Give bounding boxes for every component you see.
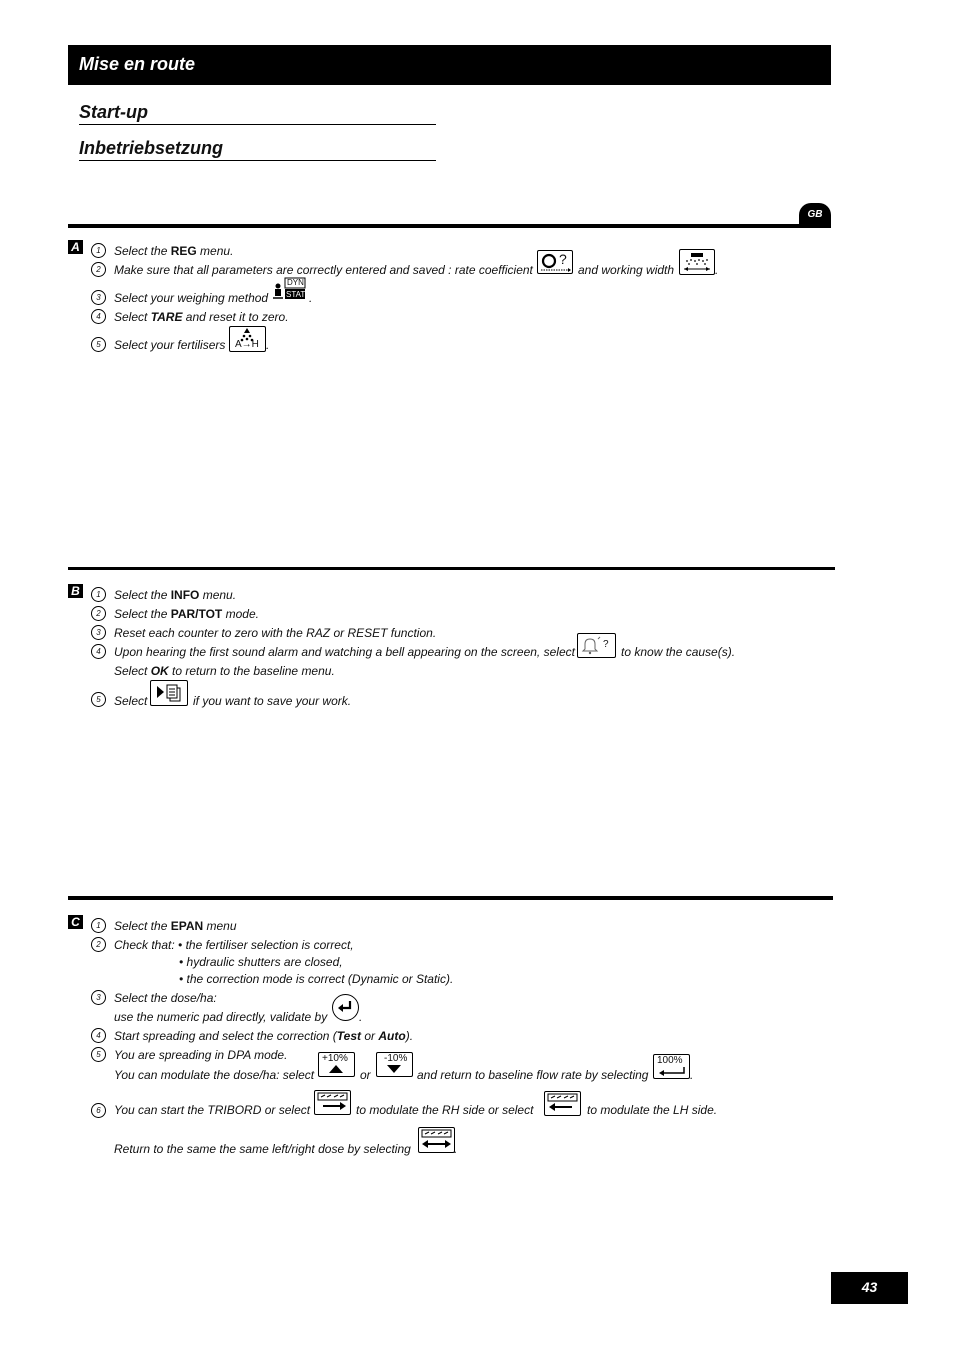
step-b3: Reset each counter to zero with the RAZ or RESET function. xyxy=(114,626,437,640)
step-c5-or: or xyxy=(360,1068,371,1082)
page-number: 43 xyxy=(831,1272,908,1304)
step-number: 4 xyxy=(91,644,106,659)
step-c2-sub2: • the correction mode is correct (Dynamic or Static). xyxy=(179,972,454,986)
step-c2: Check that: • the fertiliser selection is correct, xyxy=(114,938,354,952)
step-number: 4 xyxy=(91,309,106,324)
step-number: 4 xyxy=(91,1028,106,1043)
step-number: 2 xyxy=(91,606,106,621)
step-a1: Select the REG menu. xyxy=(114,244,234,258)
step-number: 5 xyxy=(91,1047,106,1062)
step-b5-text: Select xyxy=(114,694,148,708)
step-c3-line2: use the numeric pad directly, validate by xyxy=(114,1010,328,1024)
step-c6-line2-end: . xyxy=(454,1142,458,1156)
enter-validate-icon xyxy=(332,994,359,1021)
step-c6-line2: Return to the same the same left/right dose by selecting xyxy=(114,1142,411,1156)
step-number: 3 xyxy=(91,625,106,640)
step-a4: Select TARE and reset it to zero. xyxy=(114,310,289,324)
working-width-icon xyxy=(679,249,715,275)
step-c6-text: You can start the TRIBORD or select xyxy=(114,1103,311,1117)
divider-b xyxy=(68,567,835,570)
step-b2: Select the PAR/TOT mode. xyxy=(114,607,259,621)
page-title: Mise en route xyxy=(79,54,196,74)
step-number: 5 xyxy=(91,337,106,352)
tribord-rh-icon xyxy=(314,1090,351,1115)
step-c3-end: . xyxy=(359,1010,363,1024)
weighing-method-icon: DYN STAT xyxy=(272,277,306,300)
increase-10-icon: +10% xyxy=(318,1052,355,1077)
tribord-lh-icon xyxy=(544,1091,581,1116)
save-work-icon xyxy=(150,680,188,706)
step-c2-sub1: • hydraulic shutters are closed, xyxy=(179,955,343,969)
step-c1: Select the EPAN menu xyxy=(114,919,237,933)
step-c3: Select the dose/ha: xyxy=(114,991,217,1005)
fertiliser-select-icon: A→H xyxy=(229,326,266,352)
section-letter-a: A xyxy=(68,240,83,254)
subtitle-start-up: Start-up xyxy=(79,101,436,125)
step-b4-text: Upon hearing the first sound alarm and watching a bell appearing on the screen, select xyxy=(114,645,575,659)
step-a2-text: Make sure that all parameters are correctly entered and saved : rate coefficient xyxy=(114,263,533,277)
step-b1: Select the INFO menu. xyxy=(114,588,237,602)
step-number: 1 xyxy=(91,587,106,602)
step-c6-mid: to modulate the RH side or select xyxy=(356,1103,534,1117)
step-number: 3 xyxy=(91,990,106,1005)
step-number: 6 xyxy=(91,1103,106,1118)
language-tab: GB xyxy=(799,203,831,226)
step-a5-end: . xyxy=(266,338,270,352)
step-number: 1 xyxy=(91,243,106,258)
step-c6-end: to modulate the LH side. xyxy=(587,1103,718,1117)
rate-coefficient-icon: ? xyxy=(537,250,573,274)
step-a5-text: Select your fertilisers xyxy=(114,338,226,352)
subtitle-inbetriebsetzung: Inbetriebsetzung xyxy=(79,137,436,161)
divider-c xyxy=(68,896,833,900)
step-a2-mid: and working width xyxy=(578,263,675,277)
step-number: 1 xyxy=(91,918,106,933)
step-number: 3 xyxy=(91,290,106,305)
step-c5: You are spreading in DPA mode. xyxy=(114,1048,288,1062)
step-a3-end: . xyxy=(309,291,313,305)
step-number: 5 xyxy=(91,692,106,707)
step-c4: Start spreading and select the correction (Test or Auto). xyxy=(114,1029,414,1043)
divider-a xyxy=(68,224,831,228)
step-number: 2 xyxy=(91,262,106,277)
step-a2-end: . xyxy=(715,263,719,277)
section-letter-c: C xyxy=(68,915,83,929)
section-header-bar xyxy=(68,45,831,85)
step-c5-mid: and return to baseline flow rate by selecting xyxy=(417,1068,649,1082)
step-b5-end: if you want to save your work. xyxy=(193,694,352,708)
step-c5-line2: You can modulate the dose/ha: select xyxy=(114,1068,315,1082)
step-number: 2 xyxy=(91,937,106,952)
step-a3-text: Select your weighing method xyxy=(114,291,269,305)
bell-alarm-icon: ? xyxy=(577,633,616,658)
step-c5-end: . xyxy=(690,1068,694,1082)
decrease-10-icon: -10% xyxy=(376,1052,413,1077)
step-b4-end: to know the cause(s). xyxy=(621,645,736,659)
tribord-both-icon xyxy=(418,1127,455,1153)
section-letter-b: B xyxy=(68,584,83,598)
step-b4-line2: Select OK to return to the baseline menu. xyxy=(114,664,335,678)
baseline-100-icon: 100% xyxy=(653,1054,690,1079)
